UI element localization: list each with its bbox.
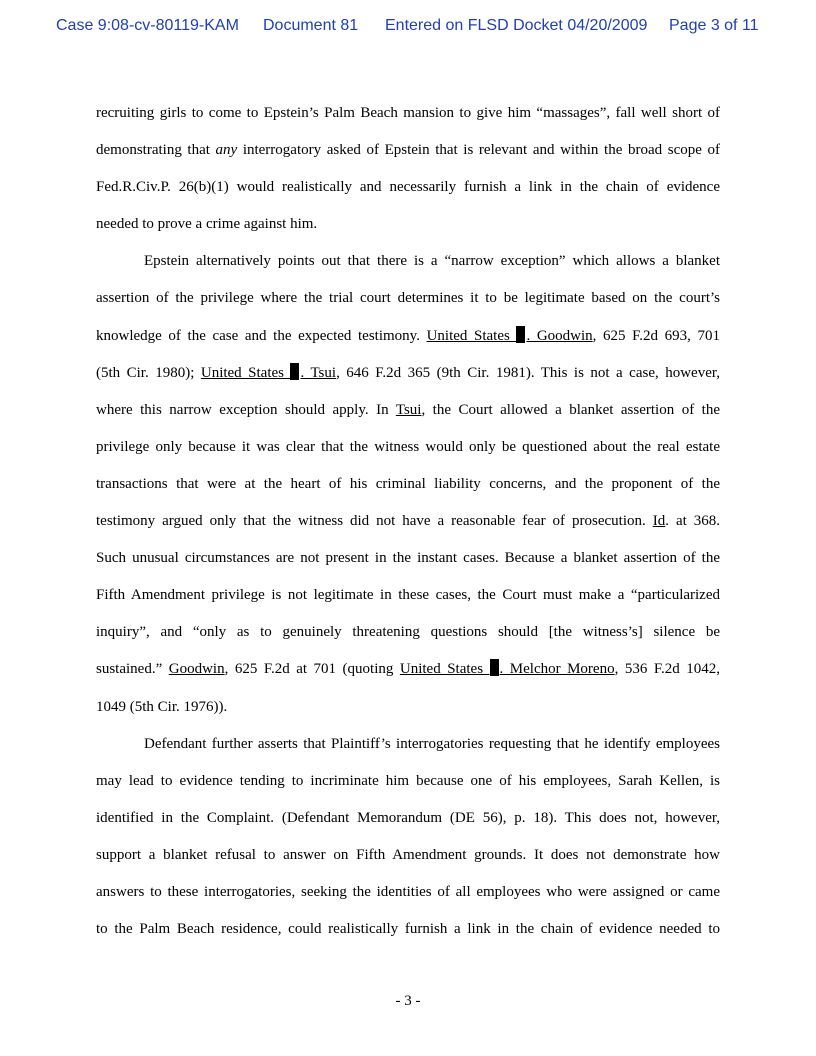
text-line: Fed.R.Civ.P. 26(b)(1) would realistically and necessarily furnish a link in the chain of evidence — [96, 179, 720, 196]
text-line: inquiry”, and “only as to genuinely threatening questions should [the witness’s] silence be — [96, 624, 720, 641]
text-line: sustained.” Goodwin, 625 F.2d at 701 (quoting United States . Melchor Moreno, 536 F.2d 1042, — [96, 661, 720, 678]
document-number: Document 81 — [263, 17, 359, 34]
text-line: support a blanket refusal to answer on Fifth Amendment grounds. It does not demonstrate how — [96, 846, 720, 863]
text-line: 1049 (5th Cir. 1976)). — [96, 698, 228, 715]
text-line: identified in the Complaint. (Defendant Memorandum (DE 56), p. 18). This does not, however, — [96, 809, 720, 826]
text-line: Such unusual circumstances are not present in the instant cases. Because a blanket assertion of the — [96, 550, 720, 567]
emphasis: any — [215, 142, 238, 159]
case-citation: United States . Goodwin — [426, 327, 593, 344]
page-count: Page 3 of 11 — [669, 17, 759, 34]
text-line: recruiting girls to come to Epstein’s Palm Beach mansion to give him “massages”, fall well short of — [96, 105, 720, 121]
text-line: privilege only because it was clear that the witness would only be questioned about the real estate — [96, 438, 720, 455]
document-body — [96, 95, 720, 948]
text-line: Fifth Amendment privilege is not legitimate in these cases, the Court must make a “particularized — [96, 587, 720, 604]
text-line: needed to prove a crime against him. — [96, 216, 318, 233]
text-line: testimony argued only that the witness did not have a reasonable fear of prosecution. Id. at 368. — [96, 513, 720, 530]
case-citation: United States . Tsui — [200, 364, 337, 381]
case-citation: United States . Melchor Moreno — [399, 661, 615, 678]
text-line: knowledge of the case and the expected testimony. United States . Goodwin, 625 F.2d 693, 701 — [96, 327, 720, 344]
docket-header — [0, 17, 816, 39]
text-line: may lead to evidence tending to incriminate him because one of his employees, Sarah Kellen, is — [96, 772, 720, 789]
case-citation: Tsui — [395, 401, 422, 418]
text-line: answers to these interrogatories, seeking the identities of all employees who were assigned or came — [96, 883, 720, 900]
redaction-block — [516, 326, 525, 343]
text-line: Defendant further asserts that Plaintiff’s interrogatories requesting that he identify employees — [144, 735, 720, 752]
text-line: assertion of the privilege where the trial court determines it to be legitimate based on the court’s — [96, 290, 720, 307]
text-line: to the Palm Beach residence, could realistically furnish a link in the chain of evidence needed to — [96, 921, 720, 938]
page-number: - 3 - — [395, 993, 421, 1009]
text-line: Epstein alternatively points out that there is a “narrow exception” which allows a blanket — [144, 253, 720, 270]
case-number: Case 9:08-cv-80119-KAM — [56, 17, 239, 34]
case-citation: Id — [652, 513, 666, 530]
redaction-block — [490, 659, 499, 676]
text-line: transactions that were at the heart of his criminal liability concerns, and the proponent of the — [96, 475, 720, 492]
redaction-block — [290, 363, 299, 380]
text-line: demonstrating that any interrogatory asked of Epstein that is relevant and within the broad scope of — [96, 142, 720, 159]
docket-entry-date: Entered on FLSD Docket 04/20/2009 — [385, 17, 648, 34]
text-line: where this narrow exception should apply. In Tsui, the Court allowed a blanket assertion of the — [96, 401, 720, 418]
case-citation: Goodwin — [168, 661, 225, 678]
text-line: (5th Cir. 1980); United States . Tsui, 646 F.2d 365 (9th Cir. 1981). This is not a case, however, — [96, 364, 721, 381]
